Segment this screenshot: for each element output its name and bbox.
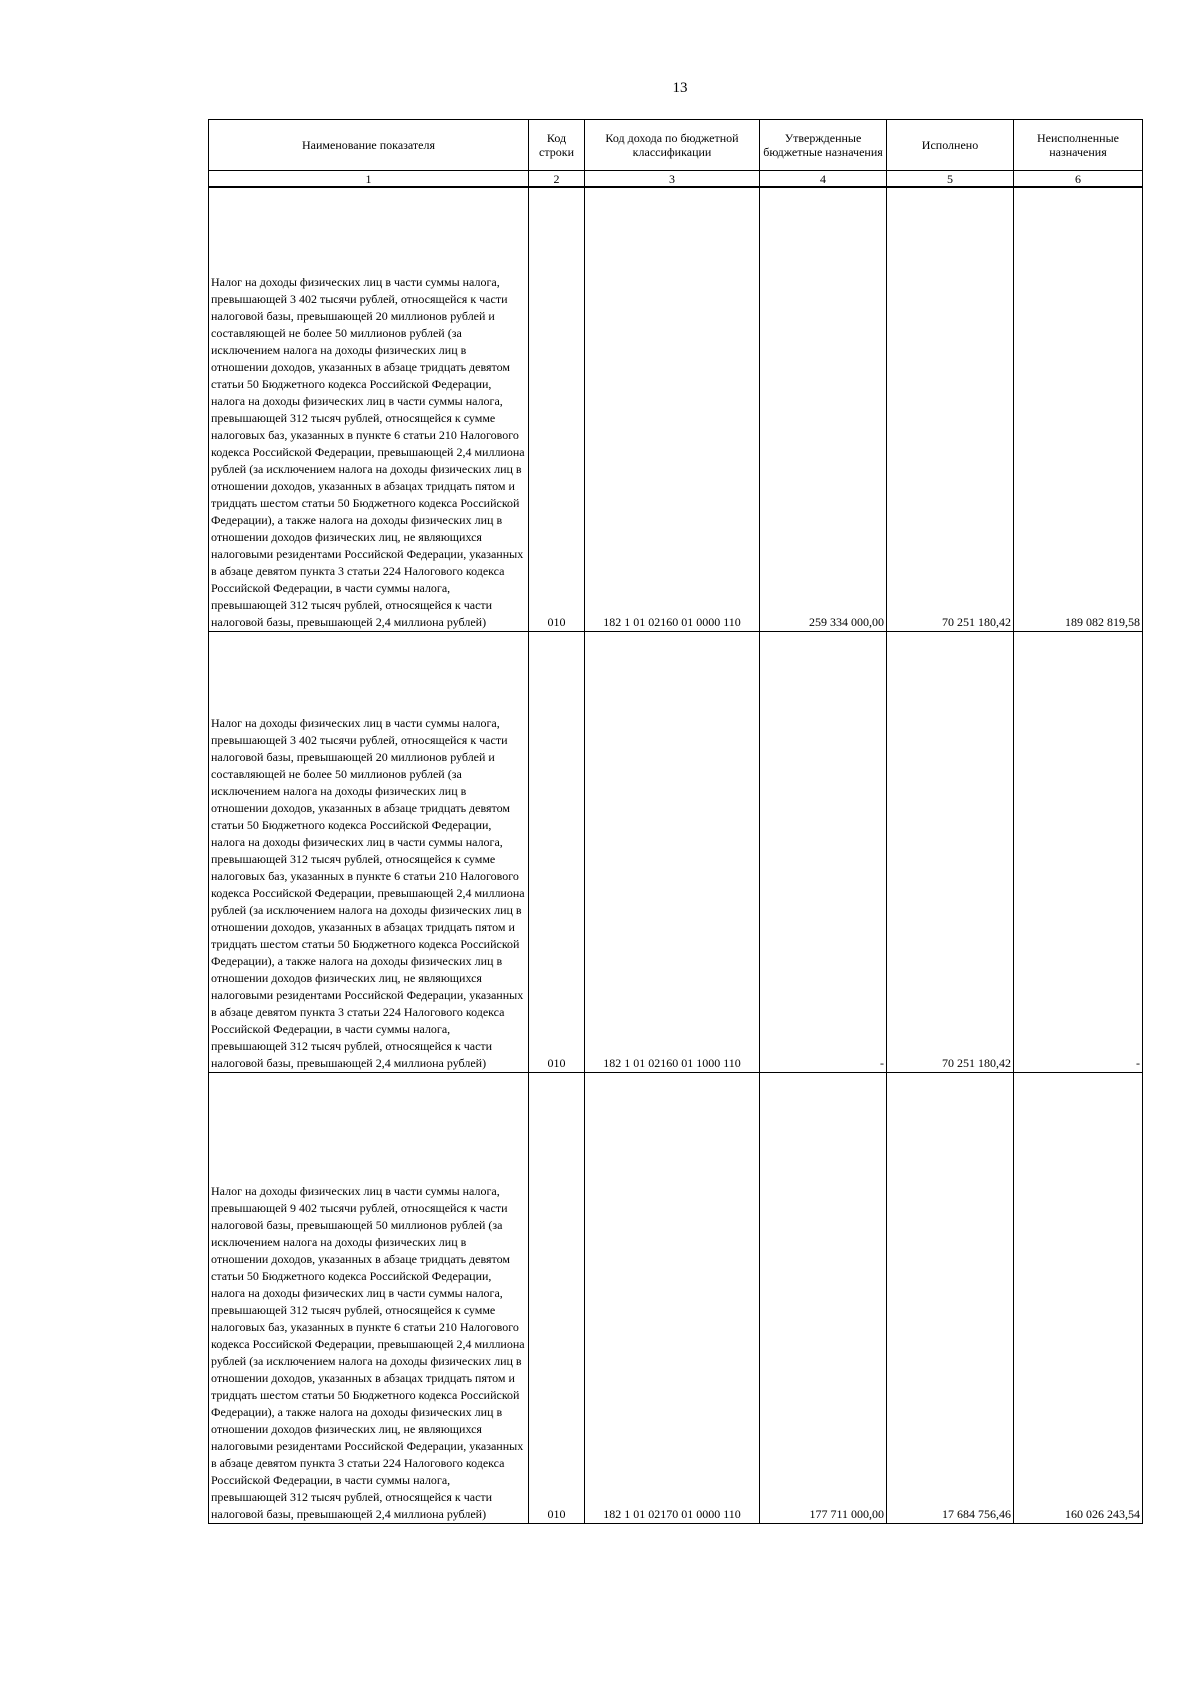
budget-code: 182 1 01 02170 01 0000 110 — [585, 1073, 760, 1524]
budget-code: 182 1 01 02160 01 0000 110 — [585, 187, 760, 632]
column-number-row — [209, 171, 1143, 188]
unexecuted-amount: 160 026 243,54 — [1014, 1073, 1143, 1524]
revenue-report-table — [208, 119, 1143, 1524]
approved-amount: 259 334 000,00 — [760, 187, 887, 632]
budget-code: 182 1 01 02160 01 1000 110 — [585, 632, 760, 1073]
approved-amount: - — [760, 632, 887, 1073]
col-number: 4 — [760, 171, 887, 188]
col-header-budget-code: Код дохода по бюджетной классификации — [585, 120, 760, 171]
col-header-executed: Исполнено — [887, 120, 1014, 171]
col-number: 1 — [209, 171, 529, 188]
col-header-approved: Утвержденные бюджетные назначения — [760, 120, 887, 171]
col-header-unexecuted: Неисполненные назначения — [1014, 120, 1143, 171]
unexecuted-amount: - — [1014, 632, 1143, 1073]
approved-amount: 177 711 000,00 — [760, 1073, 887, 1524]
indicator-name: Налог на доходы физических лиц в части суммы налога, превышающей 9 402 тысячи рублей, относящейся к части налоговой базы, превышающей 50 миллионов рублей (за исключением налога на доходы физических лиц в отношении доходов, указанных в абзаце тридцать девятом статьи 50 Бюджетного кодекса Российской Федерации, налога на доходы физических лиц в части суммы налога, превышающей 312 тысяч рублей, относящейся к сумме налоговых баз, указанных в пункте 6 статьи 210 Налогового кодекса Российской Федерации, превышающей 2,4 миллиона рублей (за исключением налога на доходы физических лиц в отношении доходов, указанных в абзацах тридцать пятом и тридцать шестом статьи 50 Бюджетного кодекса Российской Федерации), а также налога на доходы физических лиц в отношении доходов физических лиц, не являющихся налоговыми резидентами Российской Федерации, указанных в абзаце девятом пункта 3 статьи 224 Налогового кодекса Российской Федерации, в части суммы налога, превышающей 312 тысяч рублей, относящейся к части налоговой базы, превышающей 2,4 миллиона рублей) — [209, 1073, 529, 1524]
executed-amount: 70 251 180,42 — [887, 632, 1014, 1073]
col-header-name: Наименование показателя — [209, 120, 529, 171]
table-header-row — [209, 120, 1143, 171]
line-code: 010 — [529, 187, 585, 632]
col-number: 2 — [529, 171, 585, 188]
table-row — [209, 187, 1143, 632]
unexecuted-amount: 189 082 819,58 — [1014, 187, 1143, 632]
table-row — [209, 632, 1143, 1073]
indicator-name: Налог на доходы физических лиц в части суммы налога, превышающей 3 402 тысячи рублей, относящейся к части налоговой базы, превышающей 20 миллионов рублей и составляющей не более 50 миллионов рублей (за исключением налога на доходы физических лиц в отношении доходов, указанных в абзаце тридцать девятом статьи 50 Бюджетного кодекса Российской Федерации, налога на доходы физических лиц в части суммы налога, превышающей 312 тысяч рублей, относящейся к сумме налоговых баз, указанных в пункте 6 статьи 210 Налогового кодекса Российской Федерации, превышающей 2,4 миллиона рублей (за исключением налога на доходы физических лиц в отношении доходов, указанных в абзацах тридцать пятом и тридцать шестом статьи 50 Бюджетного кодекса Российской Федерации), а также налога на доходы физических лиц в отношении доходов физических лиц, не являющихся налоговыми резидентами Российской Федерации, указанных в абзаце девятом пункта 3 статьи 224 Налогового кодекса Российской Федерации, в части суммы налога, превышающей 312 тысяч рублей, относящейся к части налоговой базы, превышающей 2,4 миллиона рублей) — [209, 632, 529, 1073]
col-header-line-code: Код строки — [529, 120, 585, 171]
line-code: 010 — [529, 632, 585, 1073]
indicator-name: Налог на доходы физических лиц в части суммы налога, превышающей 3 402 тысячи рублей, относящейся к части налоговой базы, превышающей 20 миллионов рублей и составляющей не более 50 миллионов рублей (за исключением налога на доходы физических лиц в отношении доходов, указанных в абзаце тридцать девятом статьи 50 Бюджетного кодекса Российской Федерации, налога на доходы физических лиц в части суммы налога, превышающей 312 тысяч рублей, относящейся к сумме налоговых баз, указанных в пункте 6 статьи 210 Налогового кодекса Российской Федерации, превышающей 2,4 миллиона рублей (за исключением налога на доходы физических лиц в отношении доходов, указанных в абзацах тридцать пятом и тридцать шестом статьи 50 Бюджетного кодекса Российской Федерации), а также налога на доходы физических лиц в отношении доходов физических лиц, не являющихся налоговыми резидентами Российской Федерации, указанных в абзаце девятом пункта 3 статьи 224 Налогового кодекса Российской Федерации, в части суммы налога, превышающей 312 тысяч рублей, относящейся к части налоговой базы, превышающей 2,4 миллиона рублей) — [209, 187, 529, 632]
table-row — [209, 1073, 1143, 1524]
page-number: 13 — [672, 80, 688, 96]
col-number: 6 — [1014, 171, 1143, 188]
executed-amount: 70 251 180,42 — [887, 187, 1014, 632]
col-number: 5 — [887, 171, 1014, 188]
col-number: 3 — [585, 171, 760, 188]
executed-amount: 17 684 756,46 — [887, 1073, 1014, 1524]
line-code: 010 — [529, 1073, 585, 1524]
